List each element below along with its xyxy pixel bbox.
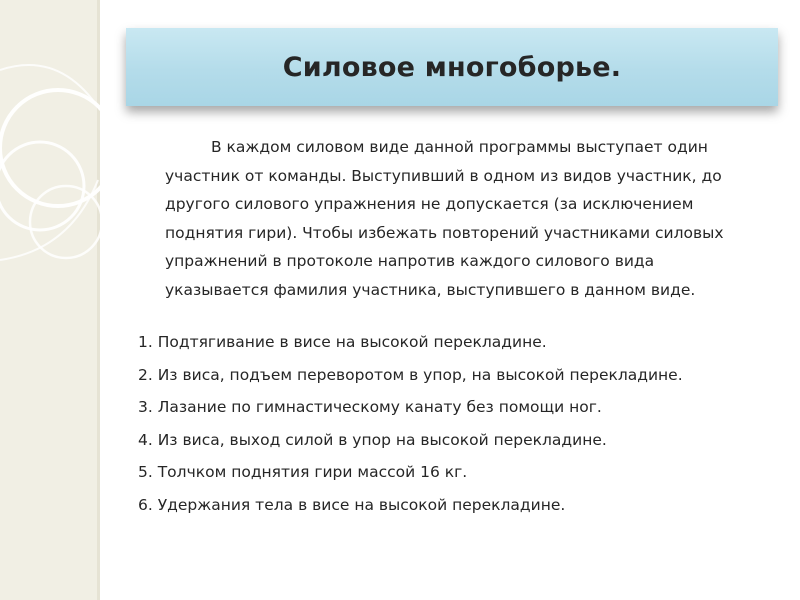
list-item: 1. Подтягивание в висе на высокой перекладине. (138, 333, 547, 351)
left-band-edge (97, 0, 100, 600)
list-item: 4. Из виса, выход силой в упор на высокой перекладине. (138, 430, 607, 449)
list-item: 5. Толчком поднятия гири массой 16 кг. (138, 463, 468, 481)
list-item: 6. Удержания тела в висе на высокой перекладине. (138, 495, 566, 514)
title-box (126, 28, 778, 106)
left-decorative-band (0, 0, 97, 600)
exercise-list (138, 326, 788, 521)
slide-title: Силовое многоборье. (282, 51, 622, 83)
list-item: 2. Из виса, подъем переворотом в упор, на высокой перекладине. (138, 365, 683, 384)
list-item: 3. Лазание по гимнастическому канату без помощи ног. (138, 398, 602, 416)
body-paragraph: В каждом силовом виде данной программы выступает один участник от команды. Выступивший в одном из видов участник, до другого силового упражнения не допускается (за исключением поднятия гири). Чтобы избежать повторений участниками силовых упражнений в протоколе напротив каждого силового вида указывается фамилия участника, выступившего в данном виде. (165, 138, 724, 299)
